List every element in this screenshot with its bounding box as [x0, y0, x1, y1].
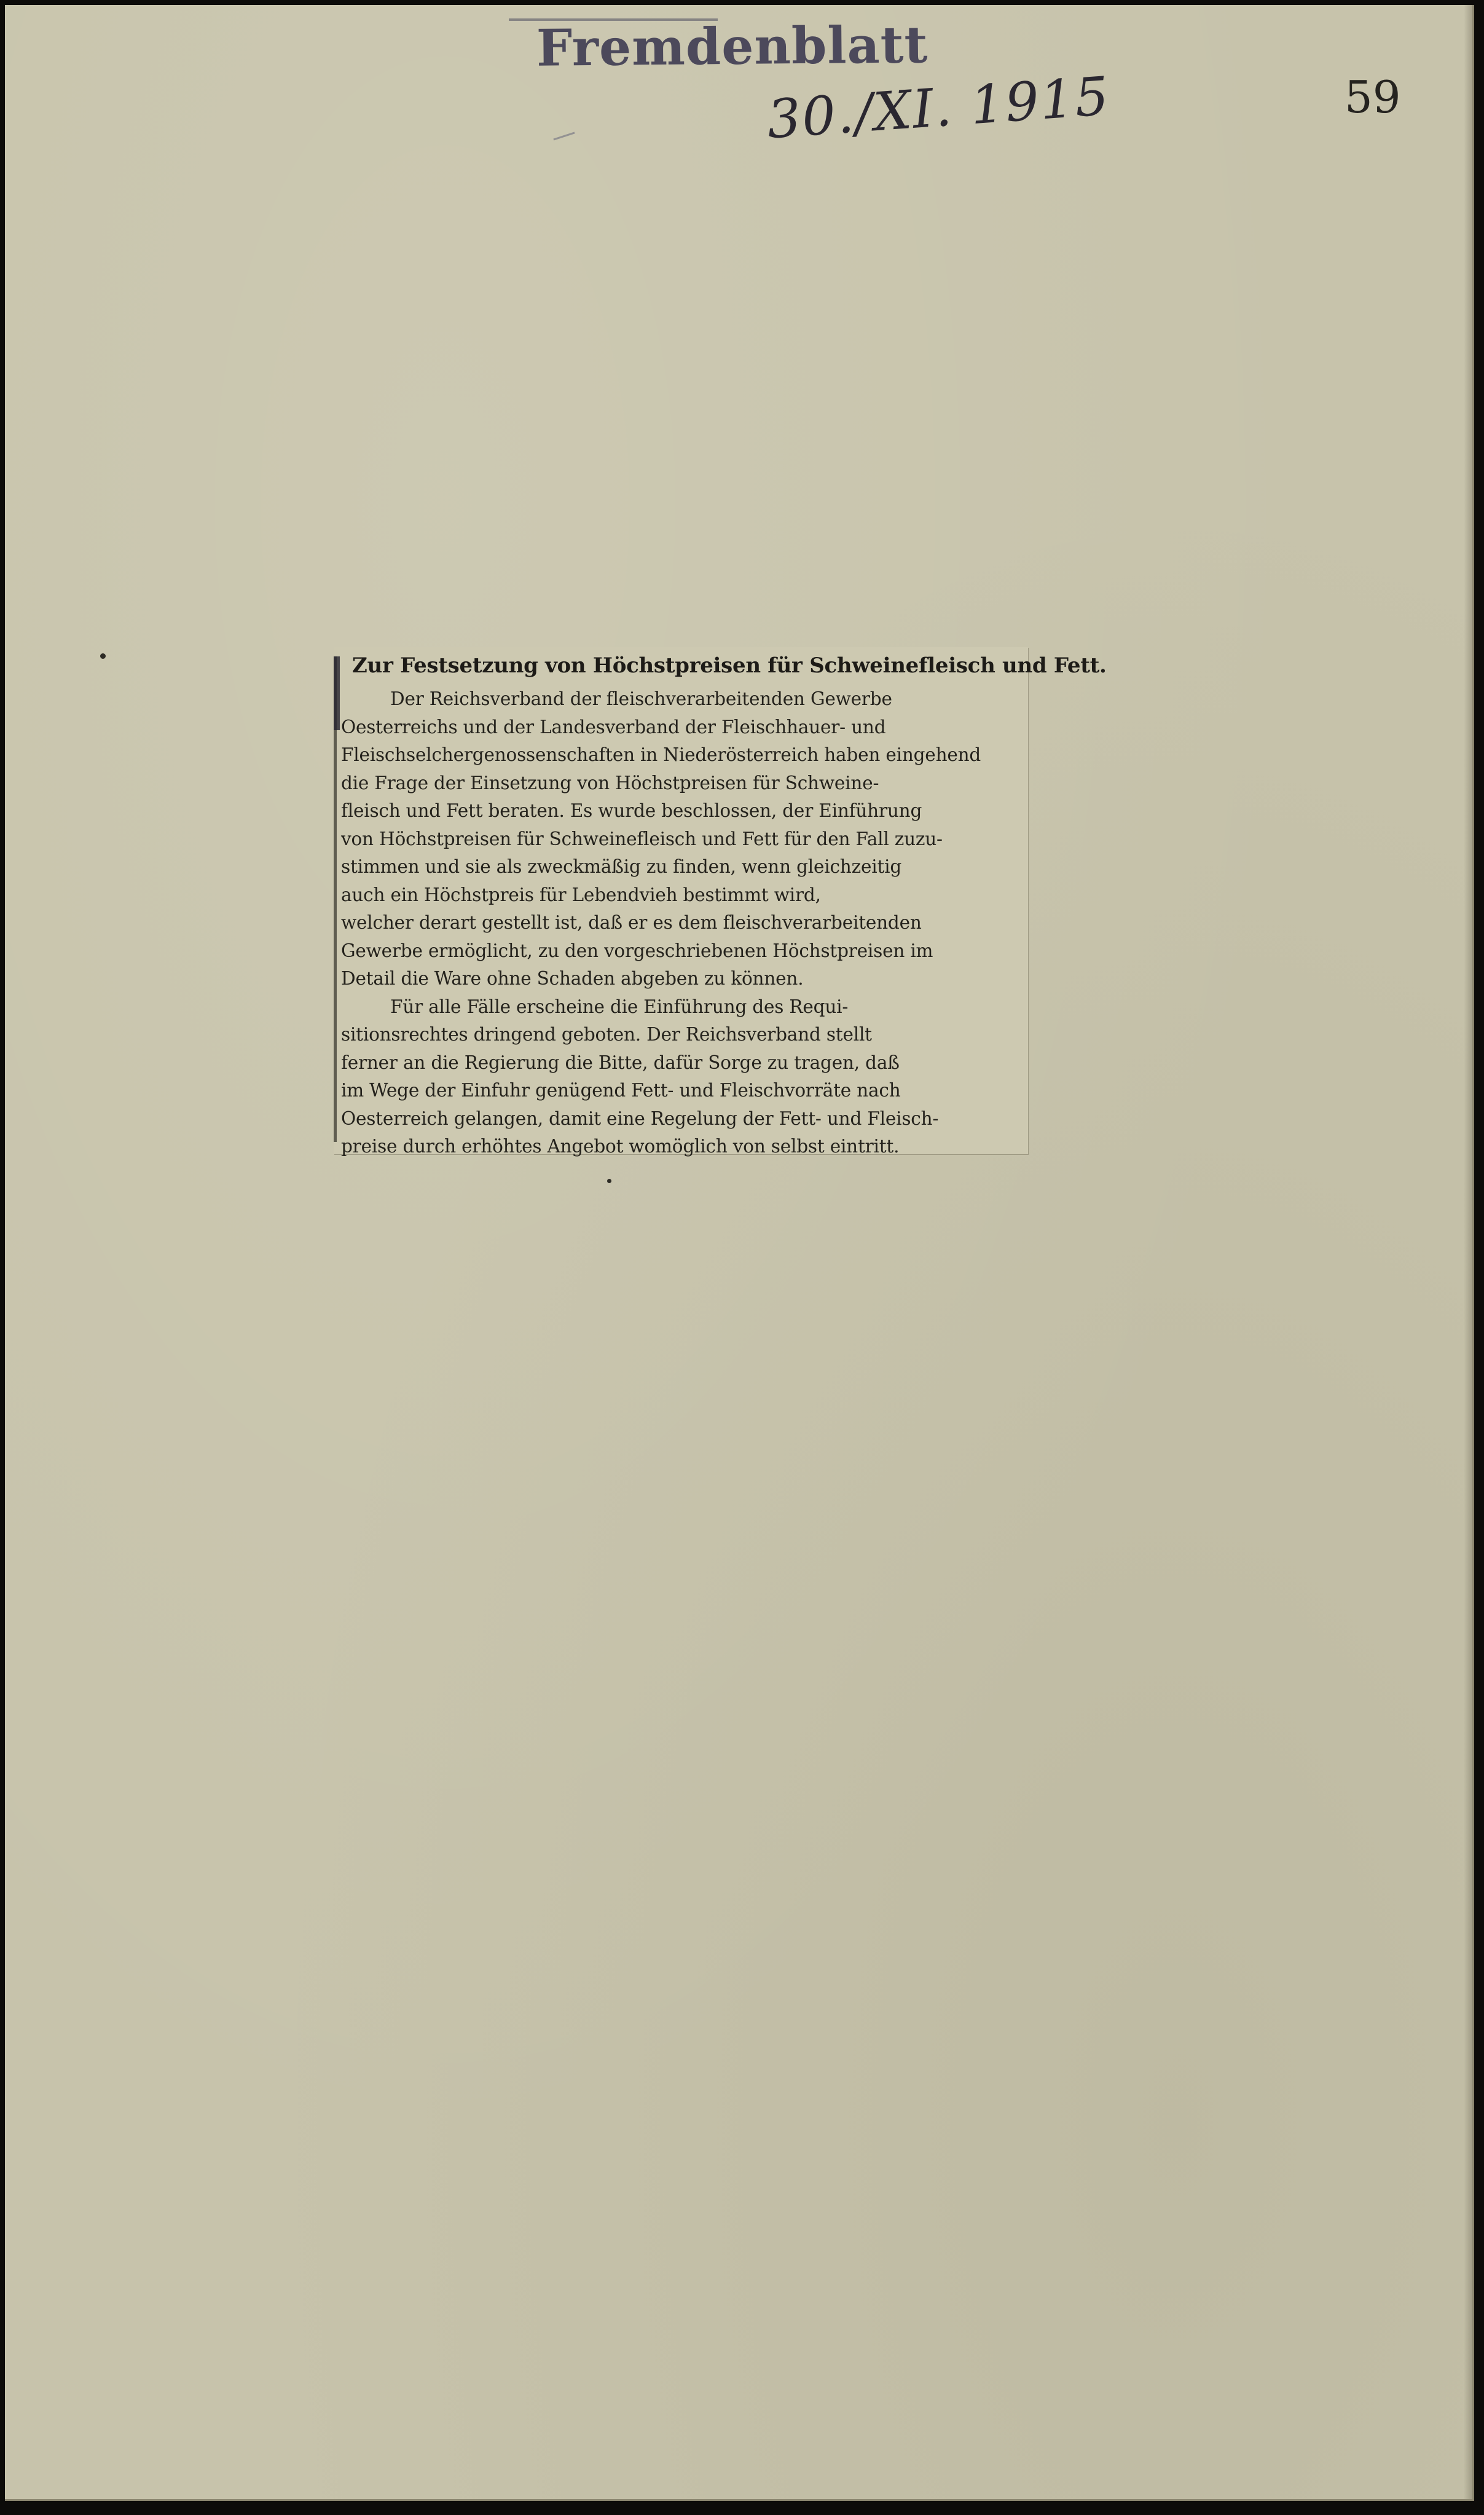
article-line: Oesterreichs und der Landesverband der Fleischhauer- und — [341, 716, 886, 738]
pencil-mark — [553, 132, 575, 141]
handwritten-date: 30./XI. 1915 — [765, 65, 1112, 151]
paper-speck — [100, 653, 106, 659]
article-headline: Zur Festsetzung von Höchstpreisen für Schweinefleisch und Fett. — [352, 653, 1107, 678]
clipping-edge-mark — [334, 656, 340, 730]
article-line: welcher derart gestellt ist, daß er es dem fleischverarbeitenden — [341, 912, 922, 933]
article-line: auch ein Höchstpreis für Lebendvieh bestimmt wird, — [341, 884, 821, 905]
newspaper-clipping — [334, 647, 1107, 1157]
newspaper-stamp: Fremdenblatt — [536, 15, 928, 78]
article-line: im Wege der Einfuhr genügend Fett- und Fleischvorräte nach — [341, 1080, 901, 1101]
article-line: Oesterreich gelangen, damit eine Regelung der Fett- und Fleisch- — [341, 1108, 939, 1129]
article-line: preise durch erhöhtes Angebot womöglich von selbst eintritt. — [341, 1136, 900, 1157]
article-line: Der Reichsverband der fleischverarbeitenden Gewerbe — [390, 688, 892, 709]
article-line: Detail die Ware ohne Schaden abgeben zu können. — [341, 968, 804, 989]
article-line: fleisch und Fett beraten. Es wurde beschlossen, der Einführung — [341, 800, 922, 821]
page-number: 59 — [1345, 71, 1401, 123]
archive-sheet — [5, 5, 1474, 2501]
article-line: stimmen und sie als zweckmäßig zu finden, wenn gleichzeitig — [341, 856, 902, 877]
article-line: die Frage der Einsetzung von Höchstpreisen für Schweine- — [341, 772, 879, 793]
article-line: Für alle Fälle erscheine die Einführung des Requi- — [390, 996, 849, 1017]
article-line: sitionsrechtes dringend geboten. Der Reichsverband stellt — [341, 1024, 872, 1045]
article-line: Fleischselchergenossenschaften in Niederösterreich haben eingehend — [341, 744, 981, 765]
article-body — [341, 685, 1017, 1161]
paper-speck — [607, 1179, 611, 1183]
article-line: Gewerbe ermöglicht, zu den vorgeschriebenen Höchstpreisen im — [341, 940, 933, 961]
article-line: von Höchstpreisen für Schweinefleisch und Fett für den Fall zuzu- — [341, 828, 943, 849]
article-line: ferner an die Regierung die Bitte, dafür Sorge zu tragen, daß — [341, 1052, 900, 1073]
